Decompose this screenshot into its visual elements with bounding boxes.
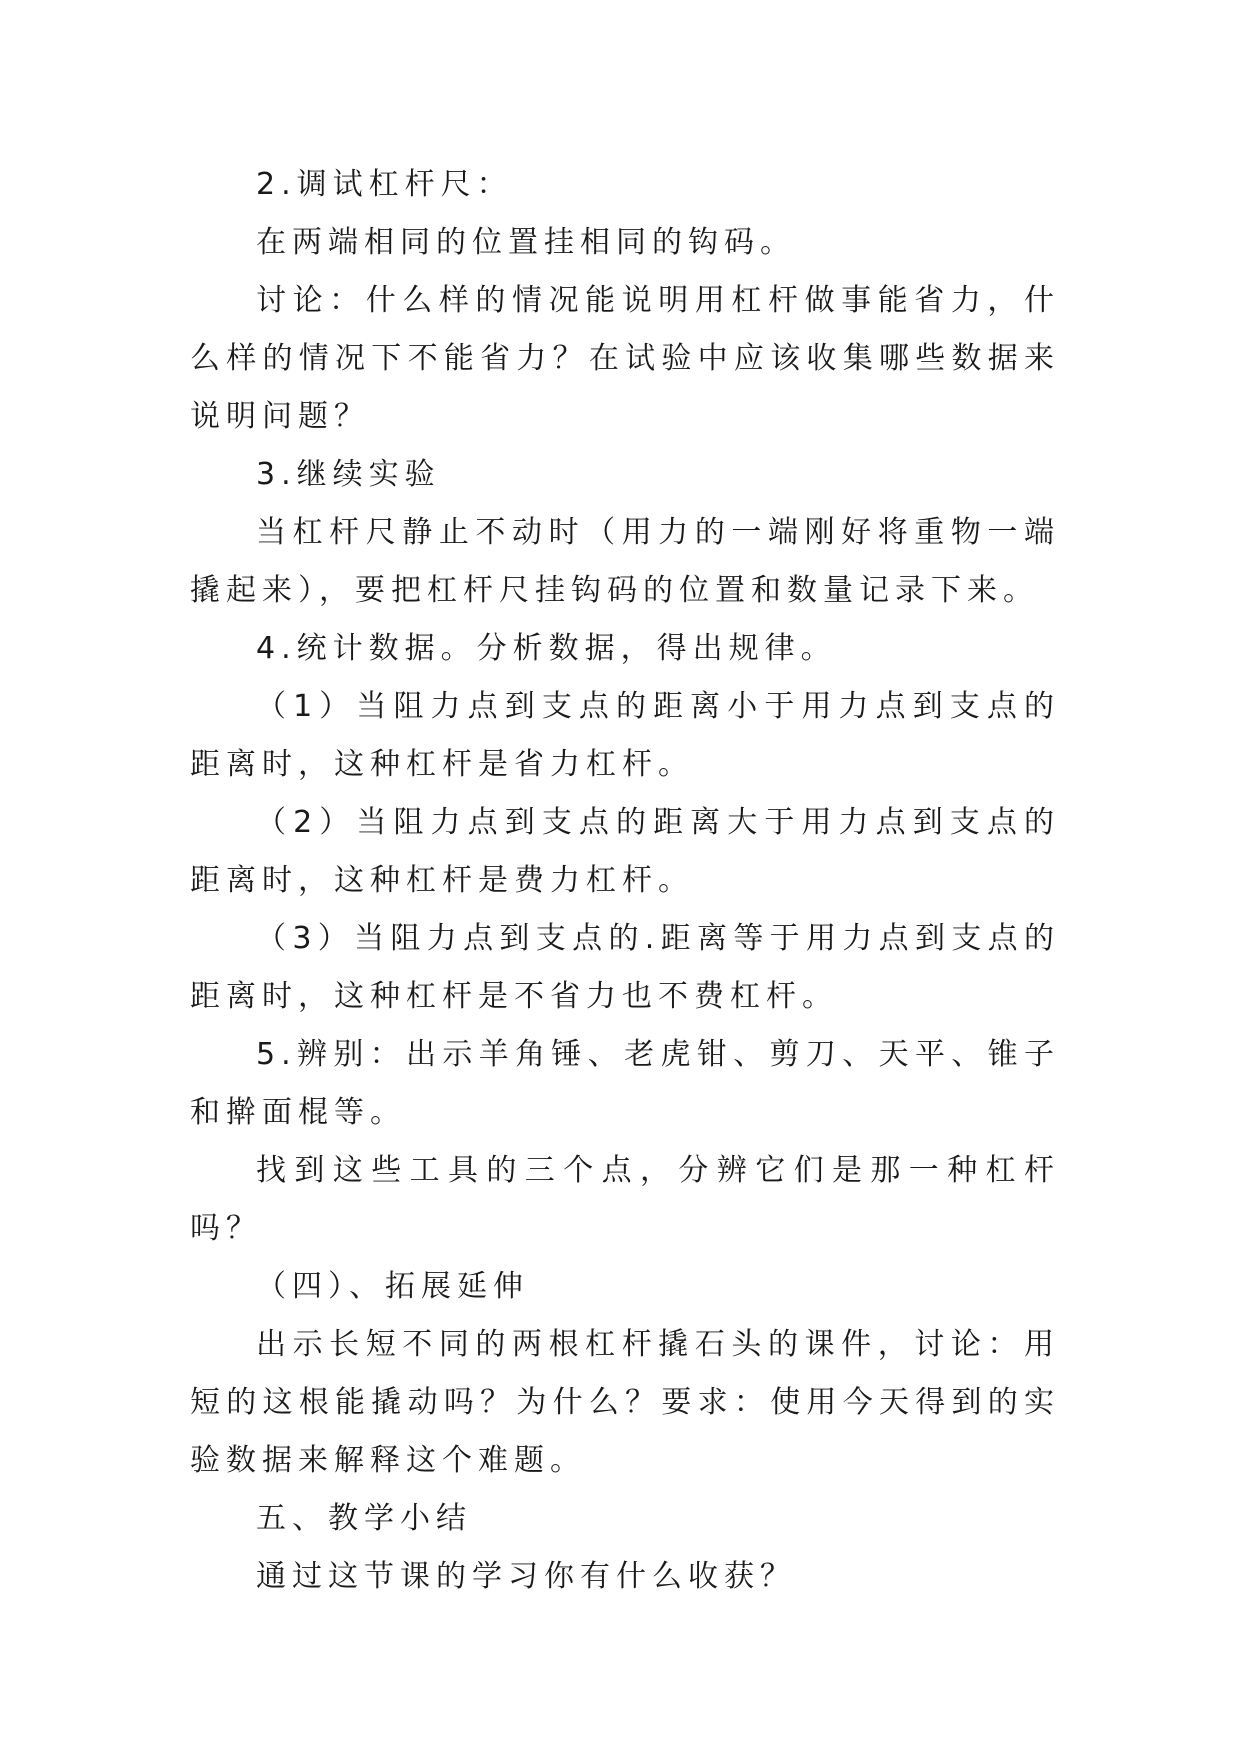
paragraph: 当杠杆尺静止不动时（用力的一端刚好将重物一端撬起来），要把杠杆尺挂钩码的位置和数量记录下来。 — [190, 515, 1060, 608]
paragraph: （2）当阻力点到支点的距离大于用力点到支点的距离时，这种杠杆是费力杠杆。 — [190, 805, 1060, 898]
paragraph: （四）、拓展延伸 — [256, 1269, 529, 1304]
paragraph: （3）当阻力点到支点的.距离等于用力点到支点的距离时，这种杠杆是不省力也不费杠杆。 — [190, 921, 1060, 1014]
paragraph: 5.辨别：出示羊角锤、老虎钳、剪刀、天平、锥子和擀面棍等。 — [190, 1037, 1060, 1130]
document-body — [190, 156, 1060, 1606]
paragraph: 五、教学小结 — [256, 1501, 472, 1536]
paragraph: 4.统计数据。分析数据，得出规律。 — [256, 631, 837, 666]
paragraph: 通过这节课的学习你有什么收获？ — [256, 1559, 796, 1594]
paragraph: 2.调试杠杆尺： — [256, 167, 513, 202]
paragraph: 找到这些工具的三个点，分辨它们是那一种杠杆吗？ — [190, 1153, 1060, 1246]
paragraph: （1）当阻力点到支点的距离小于用力点到支点的距离时，这种杠杆是省力杠杆。 — [190, 689, 1060, 782]
paragraph: 3.继续实验 — [256, 457, 441, 492]
paragraph: 出示长短不同的两根杠杆撬石头的课件，讨论：用短的这根能撬动吗？为什么？要求：使用今天得到的实验数据来解释这个难题。 — [190, 1327, 1060, 1478]
paragraph: 在两端相同的位置挂相同的钩码。 — [256, 225, 796, 260]
paragraph: 讨论：什么样的情况能说明用杠杆做事能省力，什么样的情况下不能省力？在试验中应该收集哪些数据来说明问题？ — [190, 283, 1060, 434]
